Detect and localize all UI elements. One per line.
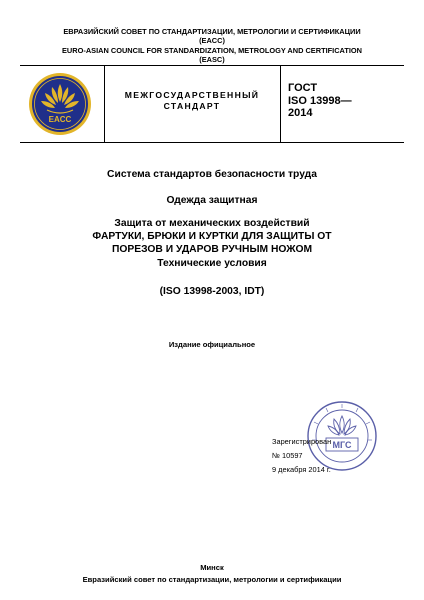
title-main-line1: ФАРТУКИ, БРЮКИ И КУРТКИ ДЛЯ ЗАЩИТЫ ОТ: [92, 231, 332, 242]
council-name-ru-line1: ЕВРАЗИЙСКИЙ СОВЕТ ПО СТАНДАРТИЗАЦИИ, МЕТРОЛОГИИ И СЕРТИФИКАЦИИ: [63, 27, 361, 36]
stamp-label: МГС: [332, 440, 352, 450]
council-abbr-ru: (EACC): [199, 36, 225, 45]
registration-number: № 10597: [272, 451, 303, 460]
interstate-standard-label: [110, 90, 274, 112]
header-divider-left: [104, 65, 105, 142]
council-name-en-line1: EURO-ASIAN COUNCIL FOR STANDARDIZATION, METROLOGY AND CERTIFICATION: [62, 46, 362, 55]
registration-date: 9 декабря 2014 г.: [272, 465, 331, 474]
standard-line3: 2014: [288, 107, 313, 119]
standard-line2: ISO 13998—: [288, 94, 352, 107]
title-system: Система стандартов безопасности труда: [107, 169, 317, 180]
edition-label: Издание официальное: [168, 340, 256, 349]
council-name-ru: [20, 27, 404, 45]
registration-stamp-icon: [306, 400, 378, 472]
header-divider-right: [280, 65, 281, 142]
council-abbr-en: (EASC): [199, 55, 225, 64]
eacc-emblem-icon: [28, 72, 92, 136]
council-name-en: [20, 46, 404, 64]
title-spec: Технические условия: [157, 258, 267, 269]
footer-city: Минск: [200, 563, 224, 572]
interstate-line2: СТАНДАРТ: [163, 101, 221, 111]
title-main-line2: ПОРЕЗОВ И УДАРОВ РУЧНЫМ НОЖОМ: [111, 244, 313, 255]
registration-label: Зарегистрирован: [272, 437, 332, 446]
header-divider-bottom: [20, 142, 404, 143]
emblem-label: EACC: [48, 115, 72, 124]
standard-line1: ГОСТ: [288, 82, 318, 94]
title-iso-reference: (ISO 13998-2003, IDT): [159, 286, 265, 297]
title-protection: Защита от механических воздействий: [114, 218, 310, 229]
footer-publisher: Евразийский совет по стандартизации, метрологии и сертификации: [82, 575, 342, 584]
interstate-line1: МЕЖГОСУДАРСТВЕННЫЙ: [124, 90, 260, 100]
standard-designation: [288, 82, 352, 120]
title-clothing: Одежда защитная: [166, 195, 258, 206]
header-divider-top: [20, 65, 404, 66]
